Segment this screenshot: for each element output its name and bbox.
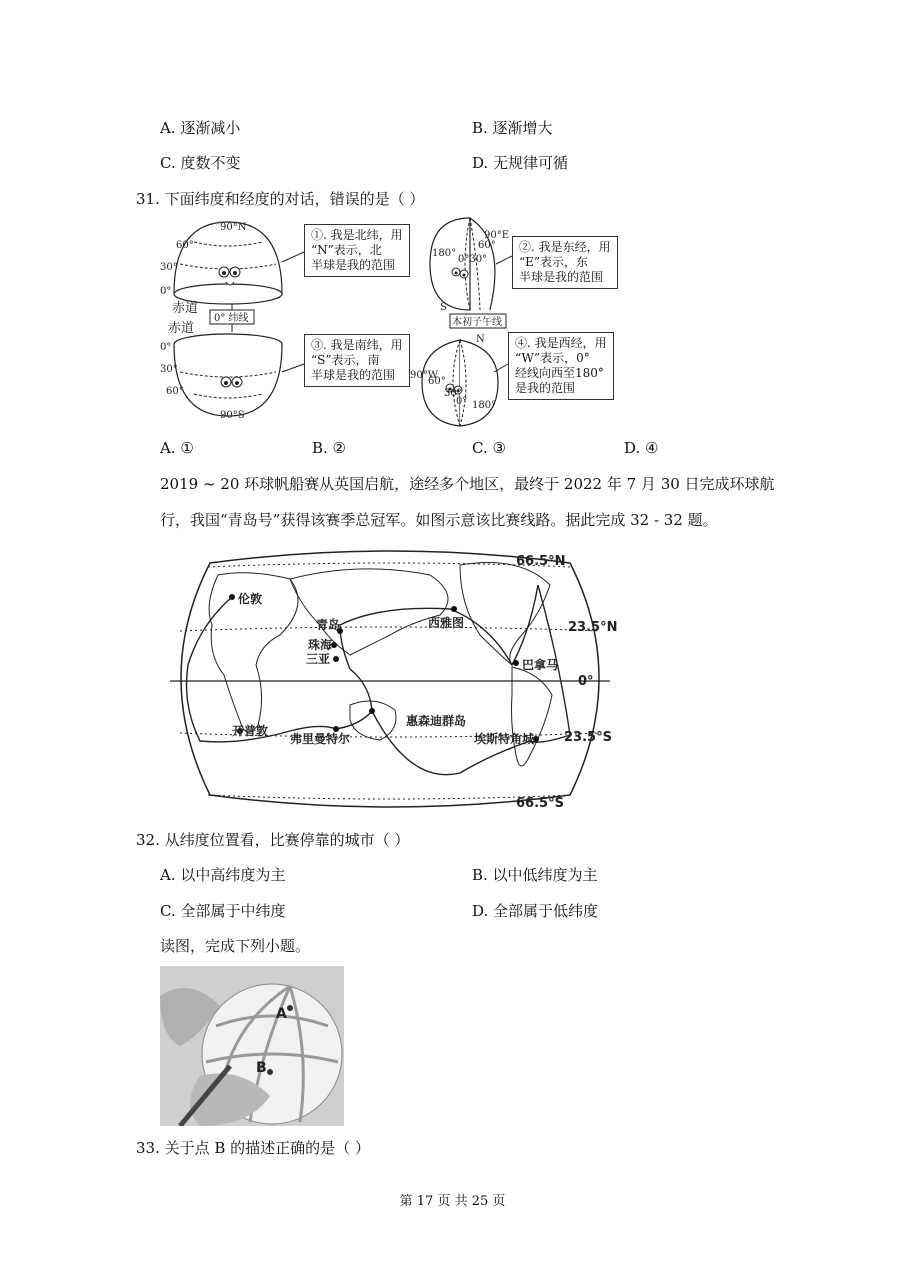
lat-label-23n: 23.5°N [568,620,618,635]
w-label-30: 30° [444,388,462,399]
city-label-seattle: 西雅图 [428,616,465,630]
q32-option-b: B. 以中低纬度为主 [472,866,598,884]
s-label-30: 30° [160,364,178,375]
w-label-90w: 90°W [410,370,439,381]
w-label-180: 180° [472,400,497,411]
city-dot-sanya [333,656,339,662]
city-dot-seattle [451,606,457,612]
n-label-60: 60° [176,240,194,251]
n-label-0: 0° [160,286,172,297]
equator-label-1: 赤道 [172,301,199,316]
e-label-60: 60° [478,240,496,251]
city-label-punta-del-este: 埃斯特角城 [474,732,535,746]
s-label-90: 90°S [220,410,245,421]
city-dot-whitsunday [369,708,375,714]
city-label-zhuhai: 珠海 [308,638,333,652]
city-label-whitsunday: 惠森迪群岛 [406,714,467,728]
passage-line-2: 行，我国“青岛号”获得该赛季总冠军。如图示意该比赛线路。据此完成 32 - 32 题。 [160,511,718,529]
q31-option-d: D. ④ [624,439,659,457]
city-label-fremantle: 弗里曼特尔 [290,732,351,746]
q32-option-c: C. 全部属于中纬度 [160,902,286,920]
q30-option-c: C. 度数不变 [160,154,241,172]
q32-option-a: A. 以中高纬度为主 [160,866,286,884]
point-a-dot [287,1005,293,1011]
bubble-north-latitude: ①. 我是北纬，用 “N”表示，北 半球是我的范围 [304,224,410,277]
q30-option-a: A. 逐渐减小 [160,119,241,137]
hand-globe-photo [160,966,344,1126]
map-outline [181,551,599,807]
question-31-stem: 31. 下面纬度和经度的对话，错误的是（ ） [136,190,425,208]
lat-label-66s: 66.5°S [516,796,564,810]
point-a-label: A [276,1006,287,1022]
bubble-west-longitude: ④. 我是西经，用 “W”表示，0° 经线向西至180° 是我的范围 [508,332,614,400]
e-label-0-30: 0°30° [458,254,488,265]
point-b-dot [267,1069,273,1075]
question-33-stem: 33. 关于点 B 的描述正确的是（ ） [136,1139,370,1157]
w-label-60: 60° [428,376,446,387]
lat-label-66n: 66.5°N [516,554,566,569]
w-label-n: N [476,334,485,345]
s-label-0: 0° [160,342,172,353]
city-label-sanya: 三亚 [306,652,331,666]
bubble-east-longitude: ②. 我是东经，用 “E”表示，东 半球是我的范围 [512,236,618,289]
city-dot-london [229,594,235,600]
w-label-0: 0° [456,396,468,407]
e-label-s: S [440,302,447,313]
q31-option-b: B. ② [312,439,347,457]
e-label-90e: 90°E [484,230,510,241]
globe-photo-svg [160,966,344,1126]
lat-label-23s: 23.5°S [564,730,612,745]
s-label-60: 60° [166,386,184,397]
n-label-30: 30° [160,262,178,273]
lat-label-0: 0° [578,674,594,689]
e-label-180: 180° [432,248,457,259]
city-label-cape-town: 开普敦 [232,724,269,738]
question-32-stem: 32. 从纬度位置看，比赛停靠的城市（ ） [136,831,410,849]
city-label-london: 伦敦 [238,592,263,606]
city-label-qingdao: 青岛 [316,618,341,632]
q31-option-a: A. ① [160,439,194,457]
q31-option-c: C. ③ [472,439,506,457]
sailing-route-world-map [160,545,620,810]
equator-label-2: 赤道 [168,321,195,336]
city-label-panama: 巴拿马 [522,658,559,672]
bubble-south-latitude: ③. 我是南纬，用 “S”表示，南 半球是我的范围 [304,334,410,387]
world-map-svg [160,545,620,810]
point-b-label: B [256,1060,267,1076]
prime-meridian-label: 本初子午线 [452,317,502,328]
q30-option-d: D. 无规律可循 [472,154,569,172]
n-label-90: 90°N [220,222,247,233]
lat-lon-dialogue-figure [160,212,630,432]
q30-option-b: B. 逐渐增大 [472,119,553,137]
city-dot-panama [513,660,519,666]
lat0-label: 0° 纬线 [214,313,249,324]
passage-line-1: 2019 ~ 20 环球帆船赛从英国启航，途经多个地区，最终于 2022 年 7 月 30 日完成环球航 [160,475,775,493]
page-footer: 第 17 页 共 25 页 [399,1194,506,1209]
q32-option-d: D. 全部属于低纬度 [472,902,599,920]
read-figure-instruction: 读图，完成下列小题。 [160,937,311,955]
west-hemisphere-right [460,340,498,426]
